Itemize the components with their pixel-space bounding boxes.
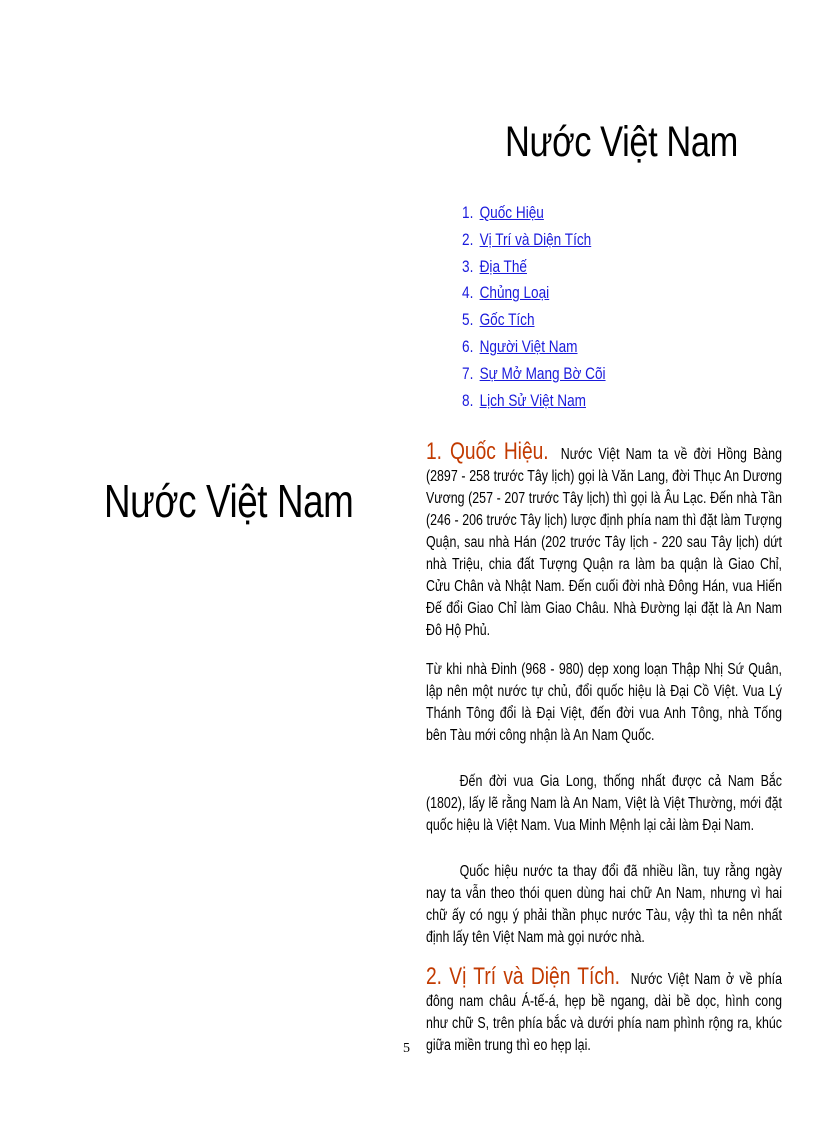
table-of-contents (462, 202, 641, 416)
toc-link-vi-tri[interactable]: Vị Trí và Diện Tích (479, 229, 592, 249)
toc-link-mo-mang-bo-coi[interactable]: Sự Mở Mang Bờ Cõi (479, 363, 606, 383)
body-paragraph: Quốc hiệu nước ta thay đổi đã nhiều lần, tuy rằng ngày nay ta vẫn theo thói quen dùng hai chữ An Nam, nhưng vì hai chữ ấy có ngụ ý phải thần phục nước Tàu, vậy thì ta nên nhất định lấy tên Việt Nam mà gọi nước nhà. (426, 863, 782, 946)
section-2-paragraph: 2. Vị Trí và Diện Tích. Nước Việt Nam ở về phía đông nam châu Á-tế-á, hẹp bề ngang, dài bề dọc, hình cong như chữ S, trên phía bắc và dưới phía nam phình rộng ra, khúc giữa miền trung thì eo hẹp lại. (426, 963, 783, 1054)
toc-item[interactable]: 5. Gốc Tích (462, 310, 535, 330)
page-number: 5 (403, 1041, 410, 1056)
toc-link-chung-loai[interactable]: Chủng Loại (479, 283, 550, 303)
body-paragraph: Đến đời vua Gia Long, thống nhất được cả Nam Bắc (1802), lấy lẽ rằng Nam là An Nam, Việt là Việt Thường, mới đặt quốc hiệu là Việt Nam. Vua Minh Mệnh lại cải làm Đại Nam. (426, 773, 782, 834)
body-paragraph: Từ khi nhà Đinh (968 - 980) dẹp xong loạn Thập Nhị Sứ Quân, lập nên một nước tự chủ, đổi quốc hiệu là Đại Cồ Việt. Vua Lý Thánh Tông đổi là Đại Việt, đến đời vua Anh Tông, nhà Tống bên Tàu mới công nhận là An Nam Quốc. (426, 661, 782, 744)
toc-link-dia-the[interactable]: Địa Thế (479, 256, 527, 276)
page-title: Nước Việt Nam (505, 118, 738, 166)
section-heading-vi-tri: 2. Vị Trí và Diện Tích. (426, 963, 620, 990)
side-title: Nước Việt Nam (104, 475, 354, 527)
toc-item[interactable]: 6. Người Việt Nam (462, 336, 578, 356)
toc-item[interactable]: 7. Sự Mở Mang Bờ Cõi (462, 363, 606, 383)
main-content (426, 438, 783, 1081)
toc-item[interactable]: 8. Lịch Sử Việt Nam (462, 390, 586, 410)
toc-item[interactable]: 1. Quốc Hiệu (462, 203, 544, 222)
toc-item[interactable]: 4. Chủng Loại (462, 283, 550, 303)
section-1-paragraph: 1. Quốc Hiệu. Nước Việt Nam ta về đời Hồng Bàng (2897 - 258 trước Tây lịch) gọi là Văn Lang, đời Thục An Dương Vương (257 - 207 trước Tây lịch) thì gọi là Âu Lạc. Đến nhà Tần (246 - 206 trước Tây lịch) lược định phía nam thì đặt làm Tượng Quận, sau nhà Hán (202 trước Tây lịch - 220 sau Tây lịch) dứt nhà Triệu, chia đất Tượng Quận ra làm ba quận là Giao Chỉ, Cửu Chân và Nhật Nam. Đến cuối đời nhà Đông Hán, vua Hiến Đế đổi Giao Chỉ làm Giao Châu. Nhà Đường lại đặt là An Nam Đô Hộ Phủ. (426, 438, 782, 639)
toc-item[interactable]: 3. Địa Thế (462, 256, 527, 276)
toc-item[interactable]: 2. Vị Trí và Diện Tích (462, 229, 592, 249)
toc-link-nguoi-viet-nam[interactable]: Người Việt Nam (479, 336, 578, 356)
section-heading-quoc-hieu: 1. Quốc Hiệu. (426, 438, 549, 465)
toc-link-quoc-hieu[interactable]: Quốc Hiệu (479, 203, 544, 222)
toc-link-lich-su[interactable]: Lịch Sử Việt Nam (479, 390, 586, 410)
toc-link-goc-tich[interactable]: Gốc Tích (479, 310, 535, 330)
